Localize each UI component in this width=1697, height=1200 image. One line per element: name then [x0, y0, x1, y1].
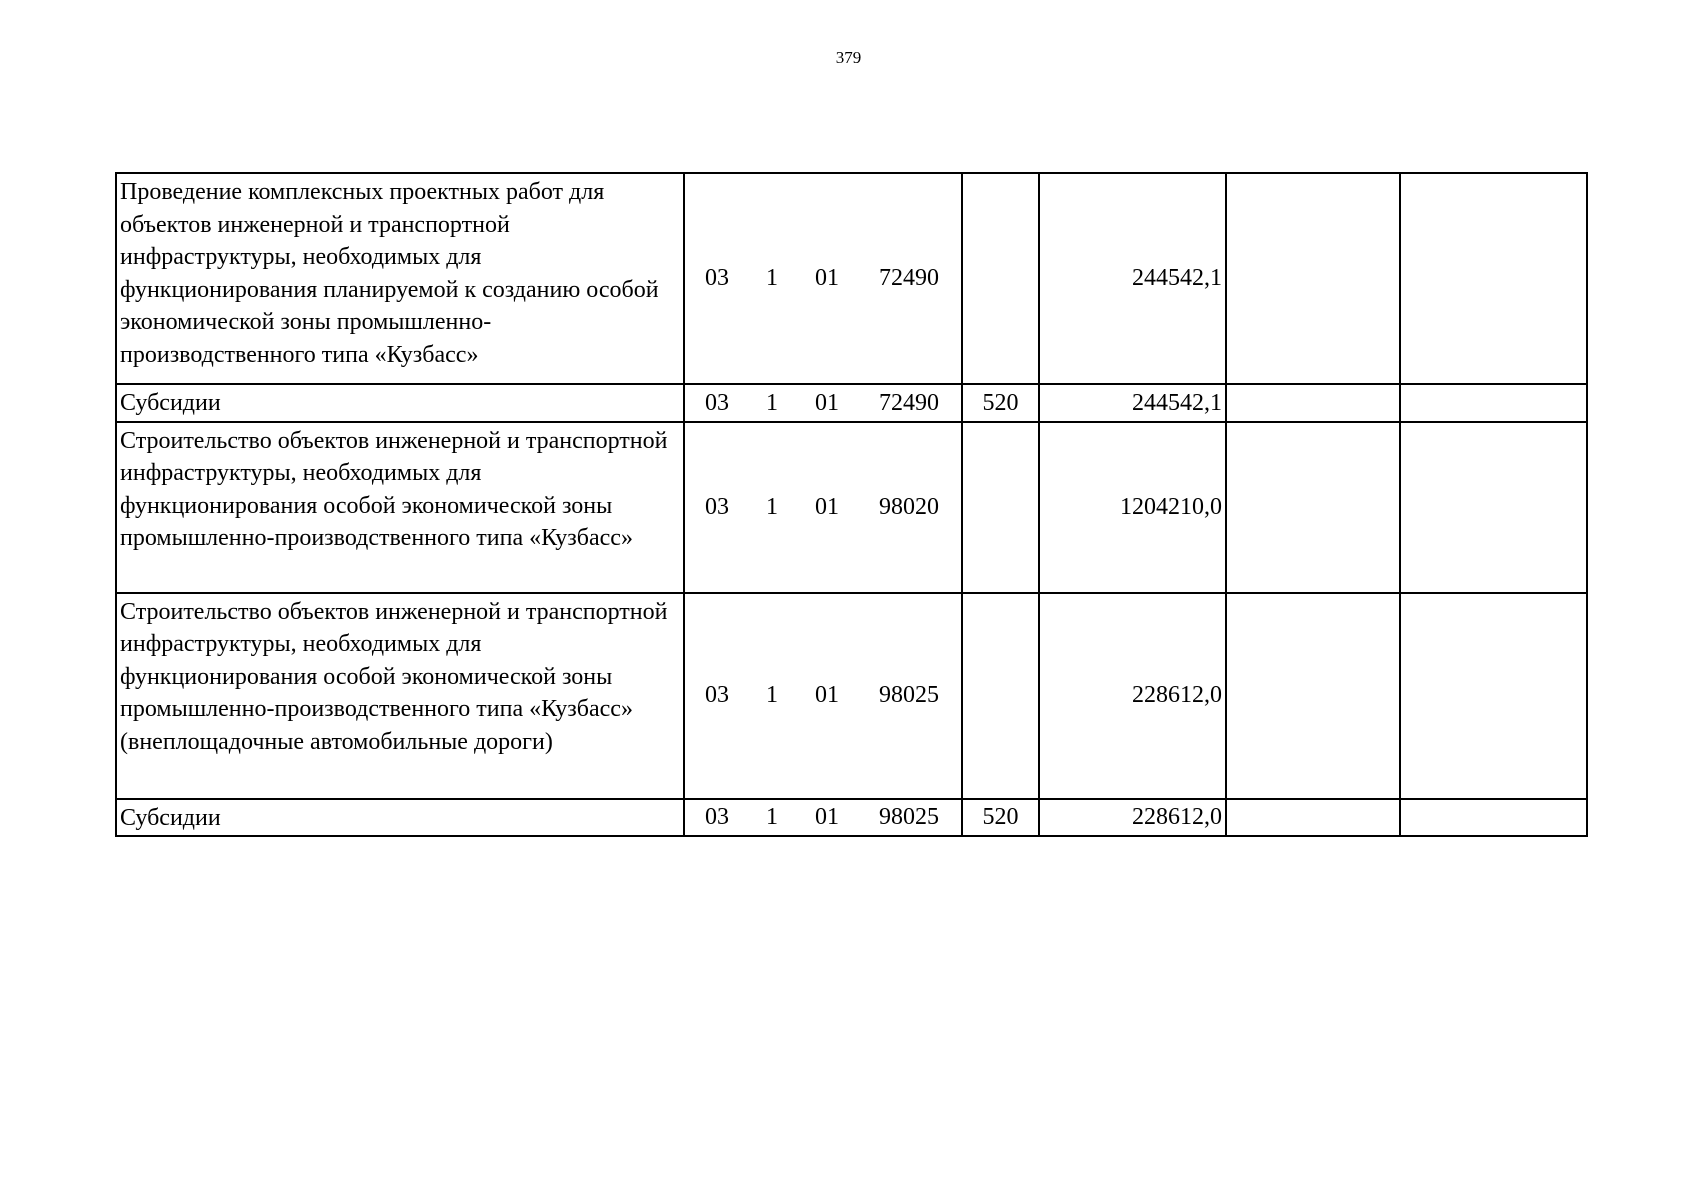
code-program: 1: [766, 389, 778, 416]
row-codes: [684, 173, 962, 384]
amount: 228612,0: [1039, 799, 1226, 837]
code-section: 03: [705, 389, 729, 416]
row-description: Субсидии: [116, 799, 684, 837]
amount-2: [1226, 422, 1400, 593]
code-program: 1: [766, 682, 778, 709]
page-number: 379: [835, 48, 862, 67]
table-row: [116, 593, 1587, 799]
table-row: [116, 384, 1587, 422]
row-codes: [684, 799, 962, 837]
code-program: 1: [766, 804, 778, 830]
amount-2: [1226, 384, 1400, 422]
table-row: [116, 422, 1587, 593]
amount: 1204210,0: [1039, 422, 1226, 593]
code-subprogram: 01: [815, 265, 839, 292]
code-section: 03: [705, 804, 729, 830]
amount-3: [1400, 384, 1587, 422]
amount-2: [1226, 799, 1400, 837]
row-description: Субсидии: [116, 384, 684, 422]
code-item: 98025: [879, 804, 939, 830]
amount: 244542,1: [1039, 173, 1226, 384]
amount-3: [1400, 422, 1587, 593]
row-description: Строительство объектов инженерной и транспортной инфраструктуры, необходимых для функционирования особой экономической зоны промышленно-производственного типа «Кузбасс» (внеплощадочные автомобильные дороги): [116, 593, 684, 799]
code-program: 1: [766, 265, 778, 292]
table-row: [116, 173, 1587, 384]
amount-3: [1400, 593, 1587, 799]
code-section: 03: [705, 682, 729, 709]
amount-3: [1400, 173, 1587, 384]
budget-table: [115, 172, 1588, 837]
code-subprogram: 01: [815, 389, 839, 416]
code-program: 1: [766, 493, 778, 520]
row-codes: [684, 422, 962, 593]
table-row: [116, 799, 1587, 837]
row-codes: [684, 384, 962, 422]
row-codes: [684, 593, 962, 799]
expense-type: 520: [962, 384, 1039, 422]
expense-type: [962, 173, 1039, 384]
row-description: Проведение комплексных проектных работ для объектов инженерной и транспортной инфраструктуры, необходимых для функционирования планируемой к созданию особой экономической зоны промышленно-производственного типа «Кузбасс»: [116, 173, 684, 384]
amount-2: [1226, 593, 1400, 799]
expense-type: [962, 593, 1039, 799]
code-subprogram: 01: [815, 682, 839, 709]
amount: 228612,0: [1039, 593, 1226, 799]
code-item: 72490: [879, 265, 939, 292]
code-section: 03: [705, 493, 729, 520]
code-section: 03: [705, 265, 729, 292]
code-subprogram: 01: [815, 804, 839, 830]
expense-type: 520: [962, 799, 1039, 837]
code-item: 98020: [879, 493, 939, 520]
amount-2: [1226, 173, 1400, 384]
code-item: 98025: [879, 682, 939, 709]
row-description: Строительство объектов инженерной и транспортной инфраструктуры, необходимых для функционирования особой экономической зоны промышленно-производственного типа «Кузбасс»: [116, 422, 684, 593]
amount: 244542,1: [1039, 384, 1226, 422]
expense-type: [962, 422, 1039, 593]
code-item: 72490: [879, 389, 939, 416]
code-subprogram: 01: [815, 493, 839, 520]
amount-3: [1400, 799, 1587, 837]
